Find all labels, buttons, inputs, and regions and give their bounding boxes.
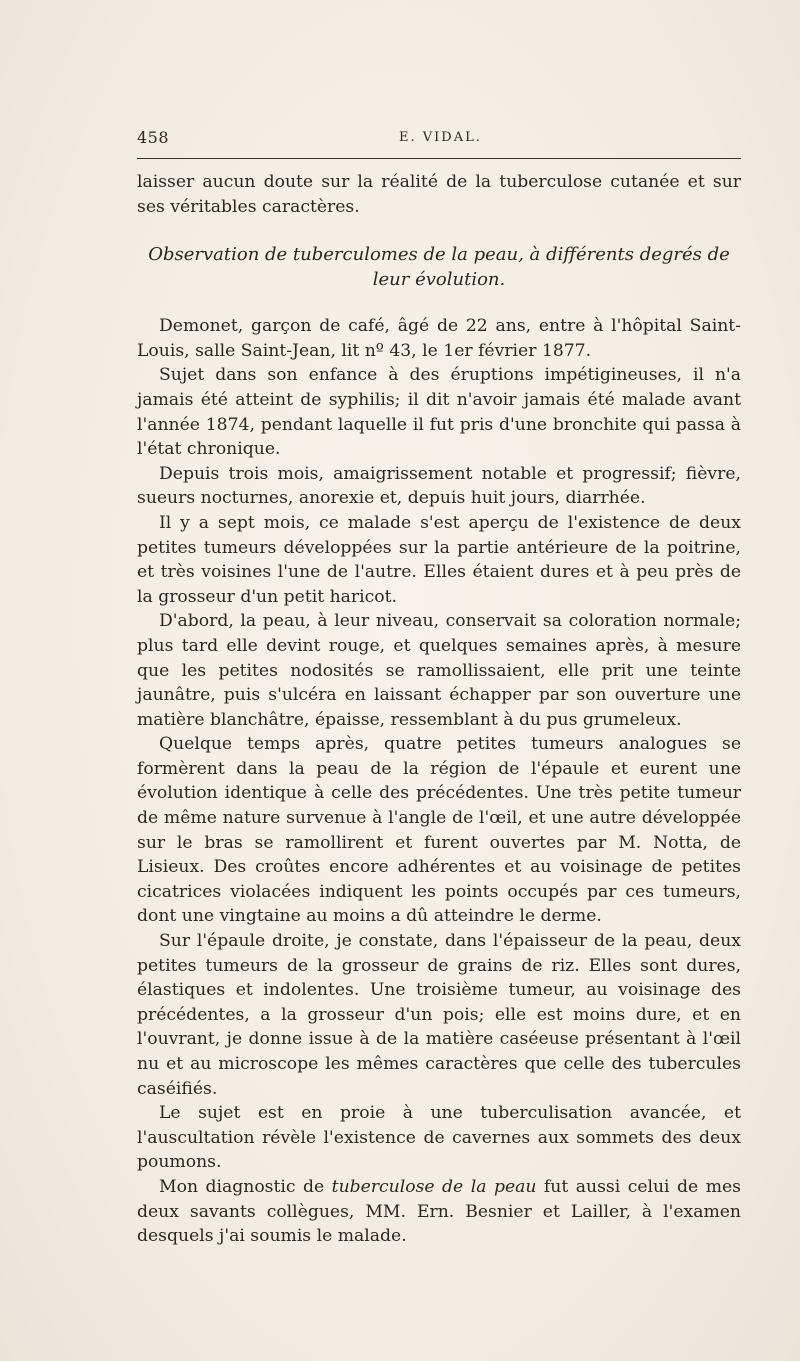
paragraph-2: Sujet dans son enfance à des éruptions impétigineuses, il n'a jamais été atteint de syphilis; il dit n'avoir jamais été malade avant l'année 1874, pendant laquelle il fut pris d'une bronchite qui passa à l'état chronique. [137, 365, 741, 460]
page-header [137, 128, 741, 152]
running-head: E. VIDAL. [399, 130, 482, 145]
paragraph-4: Il y a sept mois, ce malade s'est aperçu de l'existence de deux petites tumeurs développées sur la partie antérieure de la poitrine, et très voisines l'une de l'autre. Elles étaient dures et à peu près de la grosseur d'un petit haricot. [137, 512, 741, 607]
body-text [137, 170, 741, 1249]
paragraph-3: Depuis trois mois, amaigrissement notable et progressif; fièvre, sueurs nocturnes, anorexie et, depuis huit jours, diarrhée. [137, 463, 741, 509]
paragraph-9 [137, 1175, 741, 1249]
paragraph-9-start: Mon diagnostic de [159, 1176, 332, 1197]
diagnosis-emphasis: tuberculose de la peau [331, 1176, 537, 1197]
header-rule [137, 158, 741, 159]
section-title: Observation de tuberculomes de la peau, à différents degrés de leur évolution. [148, 244, 730, 291]
page-number: 458 [137, 128, 170, 147]
paragraph-9-end: fut aussi celui de mes deux savants collègues, MM. Ern. Besnier et Lailler, à l'examen desquels j'ai soumis le malade. [137, 1176, 741, 1247]
paragraph-8: Le sujet est en proie à une tuberculisation avancée, et l'auscultation révèle l'existence de cavernes aux sommets des deux poumons. [137, 1103, 741, 1173]
paragraph-7: Sur l'épaule droite, je constate, dans l'épaisseur de la peau, deux petites tumeurs de la grosseur de grains de riz. Elles sont dures, élastiques et indolentes. Une troisième tumeur, au voisinage des précédentes, a la grosseur d'un pois; elle est moins dure, et en l'ouvrant, je donne issue à de la matière caséeuse présentant à l'œil nu et au microscope les mêmes caractères que celle des tubercules caséifiés. [137, 931, 741, 1099]
paragraph-5: D'abord, la peau, à leur niveau, conservait sa coloration normale; plus tard elle devint rouge, et quelques semaines après, à mesure que les petites nodosités se ramollissaient, elle prit une teinte jaunâtre, puis s'ulcéra en laissant échapper par son ouverture une matière blanchâtre, épaisse, ressemblant à du pus grumeleux. [137, 611, 741, 730]
intro-paragraph: laisser aucun doute sur la réalité de la tuberculose cutanée et sur ses véritables caractères. [137, 172, 741, 217]
paragraph-6: Quelque temps après, quatre petites tumeurs analogues se formèrent dans la peau de la région de l'épaule et eurent une évolution identique à celle des précédentes. Une très petite tumeur de même nature survenue à l'angle de l'œil, et une autre développée sur le bras se ramollirent et furent ouvertes par M. Notta, de Lisieux. Des croûtes encore adhérentes et au voisinage de petites cicatrices violacées indiquent les points occupés par ces tumeurs, dont une vingtaine au moins a dû atteindre le derme. [137, 734, 741, 927]
paragraph-1: Demonet, garçon de café, âgé de 22 ans, entre à l'hôpital Saint-Louis, salle Saint-Jean, lit nº 43, le 1er février 1877. [137, 316, 741, 361]
